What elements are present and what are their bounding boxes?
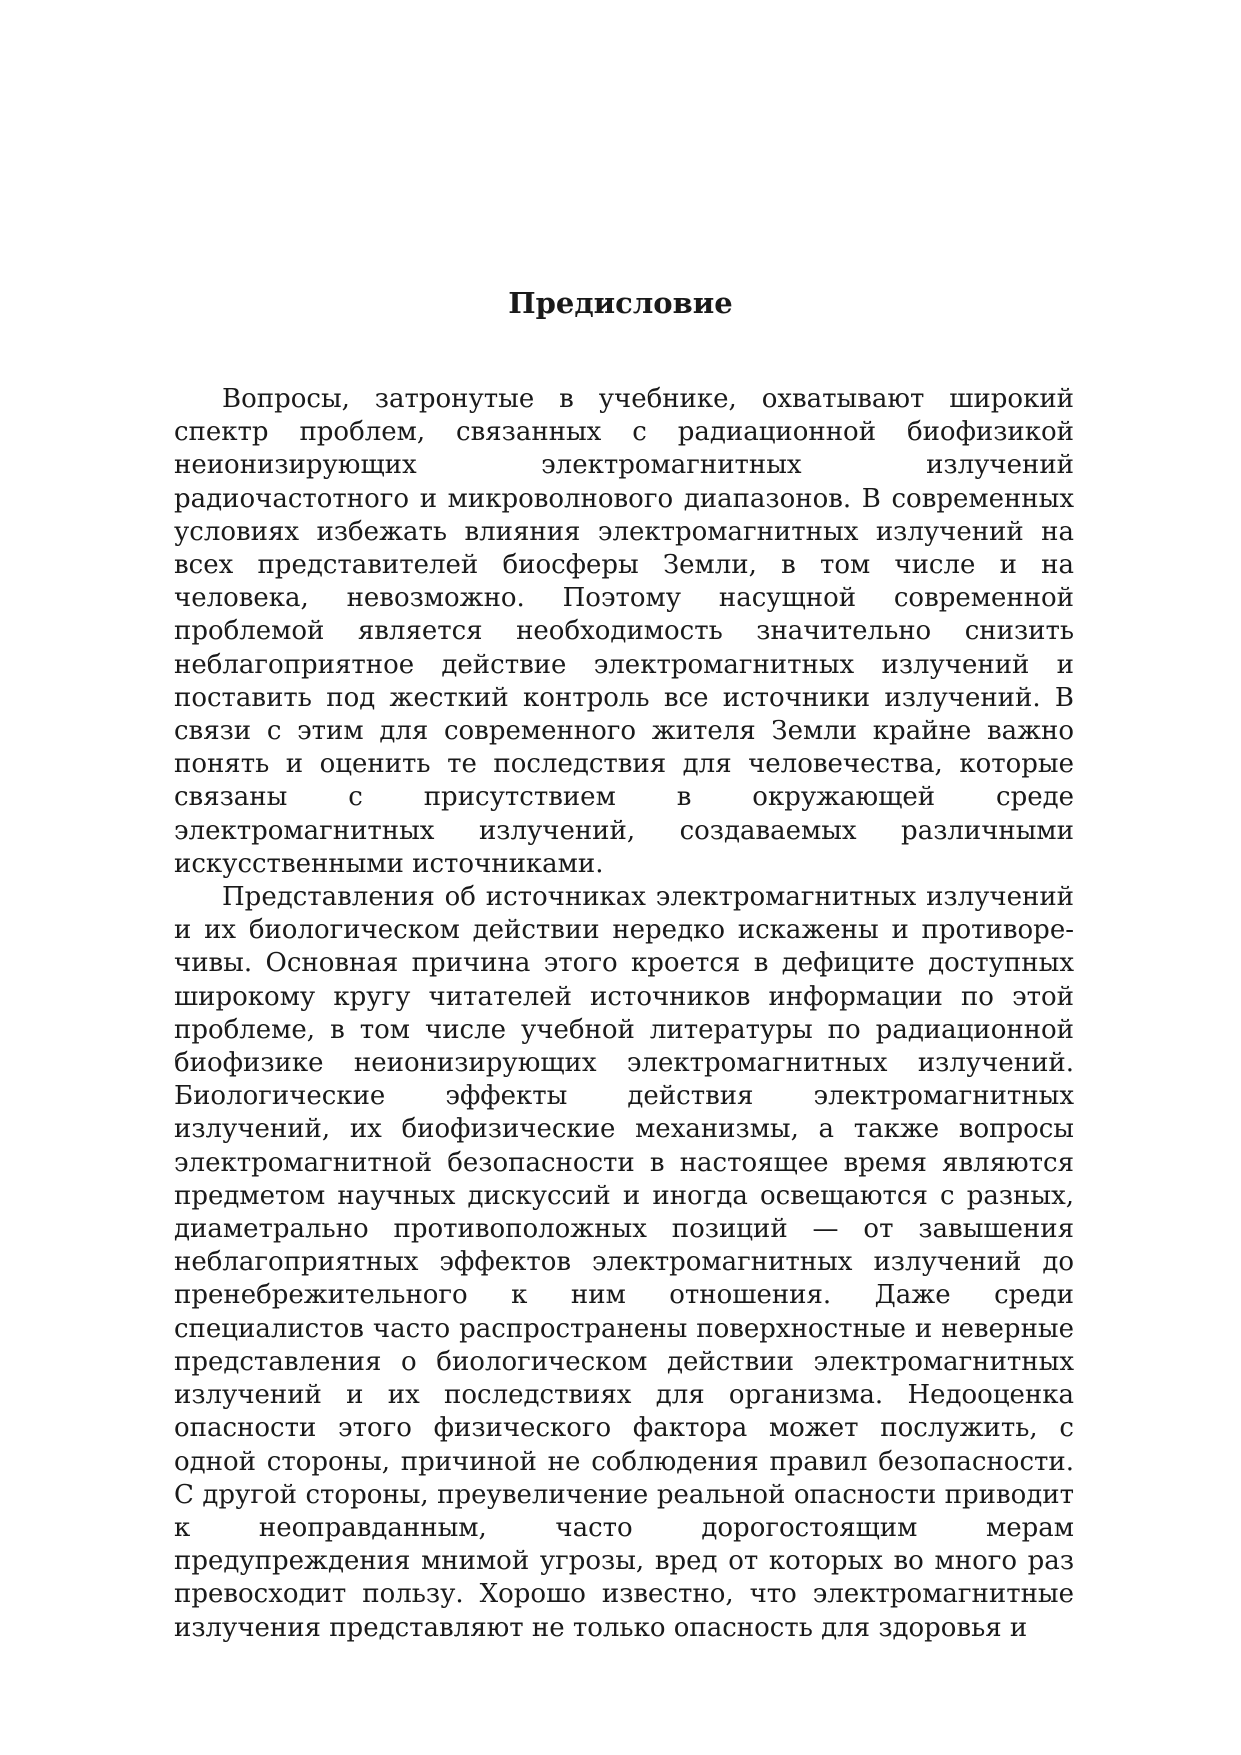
paragraph-2: Представления об источниках электромагнитных излучений и их биологическом действии нередко искажены и противоречивы. Основная причина этого кроется в дефиците доступных широкому кругу читателей источников информации по этой проблеме, в том числе учебной литературы по радиационной биофизике неионизирующих электромагнитных излучений. Биологические эффекты действия электромагнитных излучений, их биофизические механизмы, а также вопросы электромагнитной безопасности в настоящее время являются предметом научных дискуссий и иногда освещаются с разных, диаметрально противоположных позиций — от завышения неблагоприятных эффектов электромагнитных излучений до пренебрежительного к ним отношения. Даже среди специалистов часто распространены поверхностные и неверные представления о биологическом действии электромагнитных излучений и их последствиях для организма. Недооценка опасности этого физического фактора может послужить, с одной стороны, причиной не соблюдения правил безопасности. С другой стороны, преувеличение реальной опасности приводит к неоправданным, часто дорогостоящим мерам предупреждения мнимой угрозы, вред от которых во много раз превосходит пользу. Хорошо известно, что электромагнитные излучения представляют не только опасность для здоровья и [174, 882, 1074, 1643]
paragraph-1: Вопросы, затронутые в учебнике, охватывают широкий спектр проблем, связанных с радиационной биофизикой неионизирующих электромагнитных излучений радиочастотного и микроволнового диапазонов. В современных условиях избежать влияния электромагнитных излучений на всех представителей биосферы Земли, в том числе и на человека, невозможно. Поэтому насущной современной проблемой является необходимость значительно снизить неблагоприятное действие электромагнитных излучений и поставить под жесткий контроль все источники излучений. В связи с этим для современного жителя Земли крайне важно понять и оценить те последствия для человечества, которые связаны с присутствием в окружающей среде электромагнитных излучений, создаваемых различными искусственными источниками. [174, 384, 1074, 879]
body-text [174, 383, 1074, 1645]
page-title: Предисловие [508, 286, 733, 320]
